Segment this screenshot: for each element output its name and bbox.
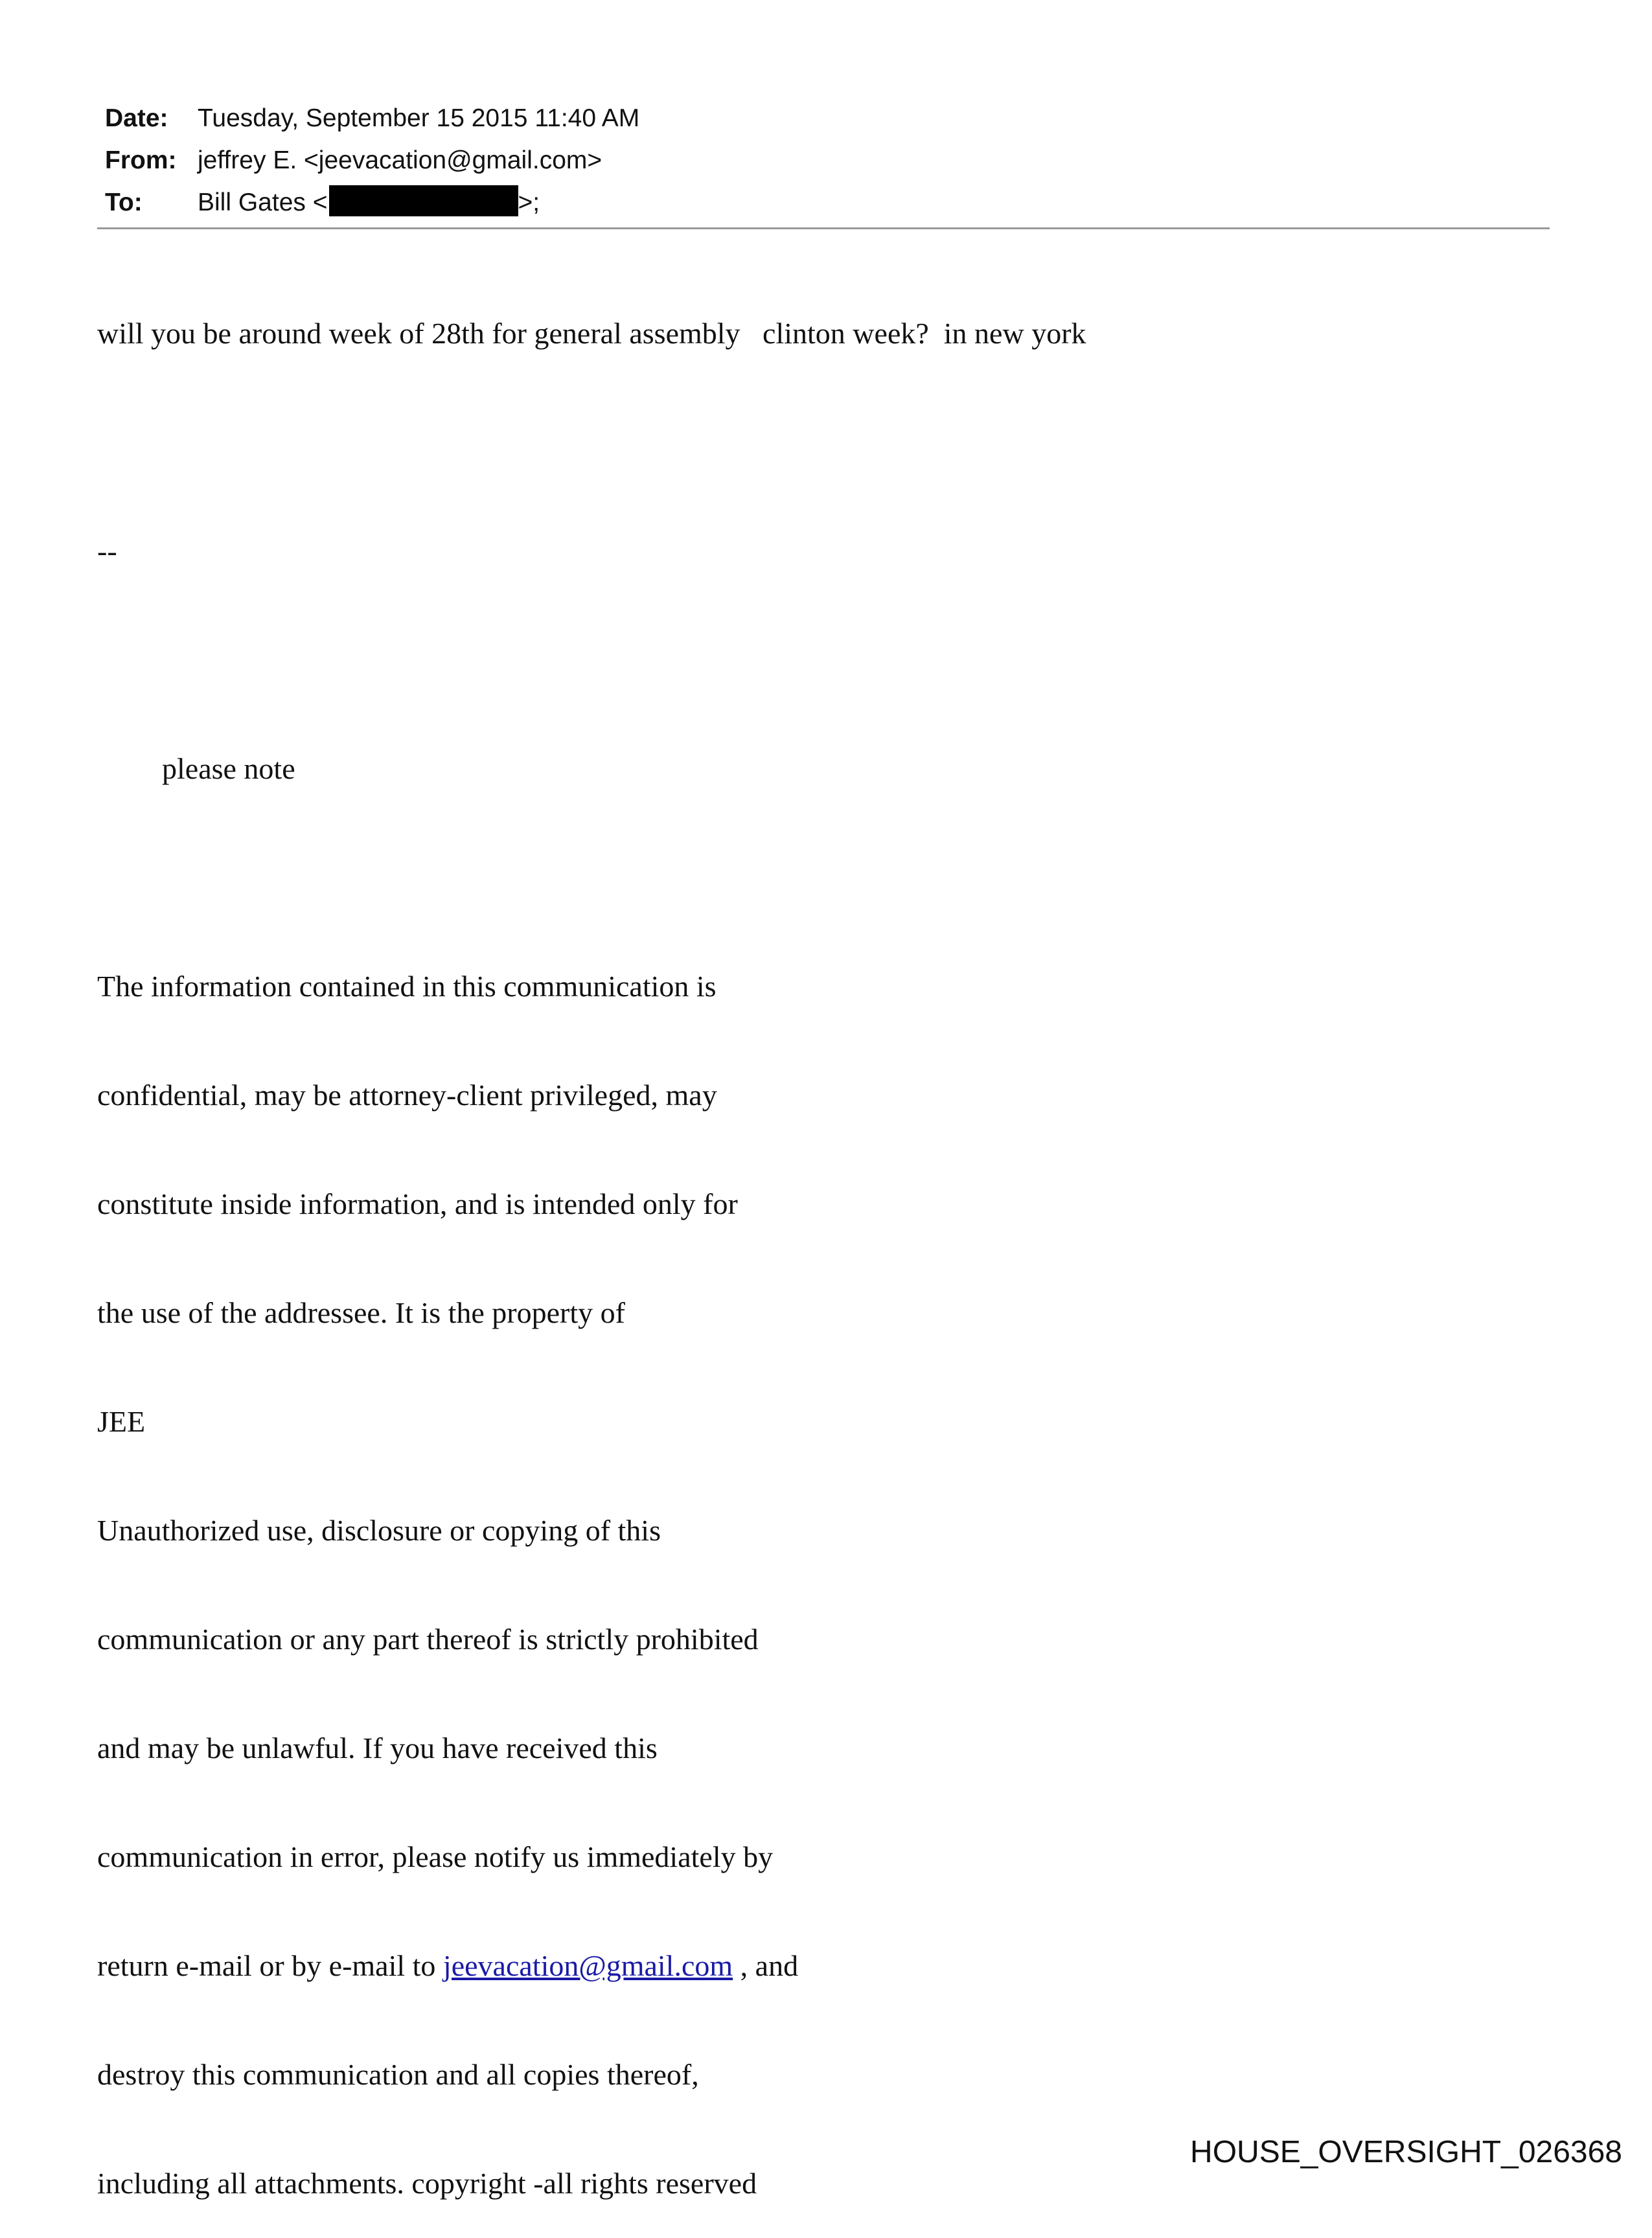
disclaimer-line: JEE [97, 1405, 146, 1438]
return-line-suffix: , and [733, 1949, 799, 1982]
disclaimer-line: The information contained in this communication is [97, 970, 717, 1003]
disclaimer-line: constitute inside information, and is intended only for [97, 1187, 738, 1220]
email-header [97, 97, 1555, 223]
disclaimer-line: communication or any part thereof is strictly prohibited [97, 1623, 759, 1656]
from-row [97, 139, 1555, 181]
signature-separator: -- [97, 534, 117, 567]
blank-line [97, 642, 1522, 678]
to-row [97, 181, 1555, 223]
please-note-text: please note [162, 752, 295, 785]
date-row [97, 97, 1555, 139]
disclaimer-line: and may be unlawful. If you have received this [97, 1731, 658, 1764]
date-value: Tuesday, September 15 2015 11:40 AM [198, 104, 640, 132]
header-divider [97, 227, 1550, 229]
disclaimer-line: Unauthorized use, disclosure or copying of this [97, 1514, 661, 1547]
redaction-box [329, 185, 518, 216]
to-value-prefix: Bill Gates < [198, 188, 328, 216]
from-value: jeffrey E. <jeevacation@gmail.com> [198, 146, 602, 174]
to-value [198, 181, 540, 223]
email-link[interactable]: jeevacation@gmail.com [442, 1949, 733, 1982]
email-body [97, 243, 1522, 2238]
to-value-suffix: >; [518, 188, 540, 216]
disclaimer-line: destroy this communication and all copies thereof, [97, 2058, 699, 2091]
disclaimer-line: including all attachments. copyright -all rights reserved [97, 2167, 757, 2200]
to-label: To: [105, 188, 143, 216]
return-line-prefix: return e-mail or by e-mail to [97, 1949, 443, 1982]
date-label: Date: [105, 104, 168, 132]
disclaimer-line: confidential, may be attorney-client privileged, may [97, 1079, 717, 1112]
disclaimer-line: communication in error, please notify us immediately by [97, 1840, 774, 1873]
bates-number: HOUSE_OVERSIGHT_026368 [1190, 2135, 1622, 2169]
disclaimer-return-line [97, 1948, 1522, 1984]
from-label: From: [105, 146, 177, 174]
blank-line [97, 424, 1522, 461]
message-text: will you be around week of 28th for general assembly clinton week? in new york [97, 317, 1086, 350]
blank-line [97, 860, 1522, 896]
disclaimer-line: the use of the addressee. It is the property of [97, 1296, 625, 1329]
